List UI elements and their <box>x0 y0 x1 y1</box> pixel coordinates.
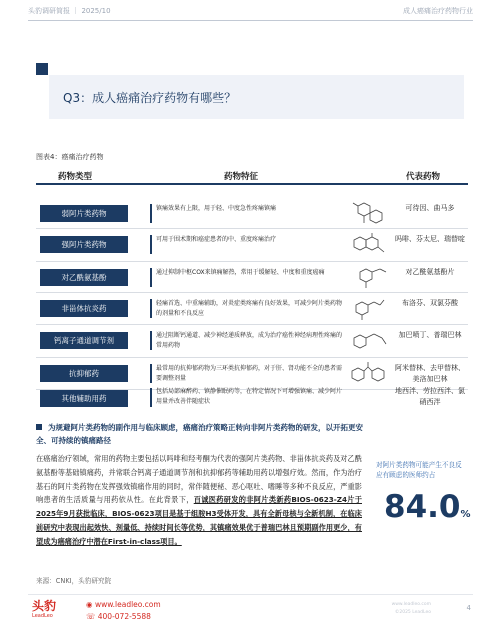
feature-text: 可用于围术期和癌症患者的中、重度疼痛治疗 <box>156 236 277 243</box>
leadleo-logo <box>32 599 72 623</box>
highlight-content: 为规避阿片类药物的副作用与临床顾虑，癌痛治疗策略正转向非阿片类药物的研发，以开拓更安全、可持续的镇痛路径 <box>36 423 363 445</box>
molecule-structure-icon <box>348 328 390 354</box>
row-divider <box>36 228 468 229</box>
footer-url: www.leadleo.com <box>391 602 431 607</box>
feature-text: 通过抑制中枢COX来镇痛解热，常用于缓解轻、中度和重度癌痛 <box>156 269 325 276</box>
row-divider <box>36 357 468 358</box>
question-title: Q3：成人癌痛治疗药物有哪些？ <box>63 91 237 105</box>
category-label: 弱阿片类药物 <box>40 205 128 222</box>
table-row <box>36 265 468 291</box>
drug-names: 对乙酰氨基酚片 <box>405 268 455 276</box>
row-bar <box>150 235 152 254</box>
page-number: 4 <box>466 604 471 612</box>
side-stat-note: 对阿片类药物可能产生不良反应有顾虑的医师约占 <box>376 461 462 479</box>
molecule-structure-icon <box>348 296 390 322</box>
question-box <box>49 75 464 119</box>
category-label: 其他辅助用药 <box>40 390 128 407</box>
feature-text: 最常用的抗抑郁药物为三环类抗抑郁药，对于肝、肾功能不全的患者需要调整剂量 <box>156 365 343 382</box>
row-bar <box>150 331 152 350</box>
drug-names: 加巴喷丁、普瑞巴林 <box>398 331 462 339</box>
molecule-structure-icon <box>348 232 390 258</box>
feature-text: 轻痛首选、中重痛辅助，对炎症类疼痛有良好效果，可减少阿片类药物的剂量和不良反应 <box>156 300 343 317</box>
feature-text: 通过阻断钙通道、减少神经递质释放，成为治疗癌性神经病理性疼痛的常用药物 <box>156 332 343 349</box>
category-label: 非甾体抗炎药 <box>40 300 128 317</box>
website-text: www.leadleo.com <box>94 600 161 609</box>
column-header-drugs: 代表药物 <box>406 172 441 182</box>
category-label: 对乙酰氨基酚 <box>40 269 128 286</box>
logo-subtext: LeadLeo <box>32 613 53 619</box>
body-text-part1: 在癌痛治疗领域，常用的药物主要包括以吗啡和羟考酮为代表的强阿片类药物、非甾体抗炎药及对乙酰氨基酚等基础镇痛药，并常联合钙离子通道调节剂和抗抑郁药等辅助用药以增强疗效。然而，作为治疗基石的阿片类药物在发挥强效镇痛作用的同时，常伴随便秘、恶心呕吐、嗜睡等多种不良反应，严重影响患者的生活质量与用药依从性。在此背景下， <box>36 454 362 505</box>
row-divider <box>36 261 468 262</box>
phone-text: 400-072-5588 <box>97 612 151 621</box>
table-row <box>36 328 468 354</box>
drug-names: 布洛芬、双氯芬酸 <box>402 299 458 307</box>
feature-text: 镇痛效果有上限，用于轻、中度急性疼痛镇痛 <box>156 205 277 212</box>
body-text-emphasis: 百诚医药研发的非阿片类新药BIOS-0623-Z4片于2025年9月获批临床，BIOS-0623项目是基于组胺H3受体开发，具有全新母核与全新机制，在临床前研究中表现出起效快、剂量低、持续时间长等优势，其镇痛效果优于普瑞巴林且预期副作用更少，有望成为癌痛治疗中潜在First-in-class项目。 <box>36 495 362 546</box>
table-row <box>36 201 468 227</box>
table-row <box>36 296 468 322</box>
body-paragraph <box>36 452 362 549</box>
table-row <box>36 387 468 406</box>
bullet-square-icon <box>36 424 42 430</box>
stat-unit: % <box>460 509 471 520</box>
drug-names: 阿米替林、去甲替林、美洛加巴林 <box>395 364 465 383</box>
table-row <box>36 361 468 387</box>
drug-names: 可待因、曲马多 <box>405 204 455 212</box>
drug-names: 吗啡、芬太尼、瑞替啶 <box>395 235 465 243</box>
question-marker <box>36 63 48 75</box>
molecule-structure-icon <box>348 265 390 291</box>
header-rule <box>28 20 473 21</box>
header-left: 头豹调研简报 ｜ 2025/10 <box>28 7 111 15</box>
row-divider <box>36 292 468 293</box>
page-footer <box>0 594 503 628</box>
column-header-type: 药物类型 <box>58 172 93 182</box>
header-right: 成人癌痛治疗药物行业 <box>403 7 473 15</box>
footer-copyright: ©2025 LeadLeo <box>394 610 431 615</box>
molecule-structure-icon <box>348 361 390 387</box>
row-bar <box>150 388 152 407</box>
row-bar <box>150 204 152 223</box>
feature-text: 包括局部麻醉药、镇静催眠药等，在特定情况下可增强镇痛、减少阿片用量并改善伴随症状 <box>156 388 343 405</box>
category-label: 强阿片类药物 <box>40 236 128 253</box>
row-bar <box>150 364 152 383</box>
table-header <box>36 168 468 182</box>
table-row <box>36 232 468 258</box>
row-divider <box>36 324 468 325</box>
highlight-text <box>36 421 376 447</box>
column-header-feature: 药物特征 <box>224 172 259 182</box>
stat-number: 84.0 <box>384 489 461 525</box>
page-header <box>0 0 503 22</box>
logo-text: 头豹 <box>32 599 57 613</box>
figure-caption: 图表4：癌痛治疗药物 <box>36 153 104 161</box>
table-header-rule <box>36 183 468 185</box>
category-label: 钙离子通道调节剂 <box>40 332 128 349</box>
source-note: 来源：CNKI，头豹研究院 <box>36 577 112 585</box>
side-stat-value <box>384 489 471 525</box>
footer-rule <box>28 594 473 595</box>
drug-names: 地西泮、劳拉西泮、氯硝西泮 <box>395 387 465 406</box>
website-link[interactable]: ◉ www.leadleo.com <box>86 600 161 609</box>
row-bar <box>150 268 152 287</box>
row-bar <box>150 299 152 318</box>
phone-link[interactable]: ☏ 400-072-5588 <box>86 612 151 621</box>
category-label: 抗抑郁药 <box>40 365 128 382</box>
molecule-structure-icon <box>348 201 390 227</box>
